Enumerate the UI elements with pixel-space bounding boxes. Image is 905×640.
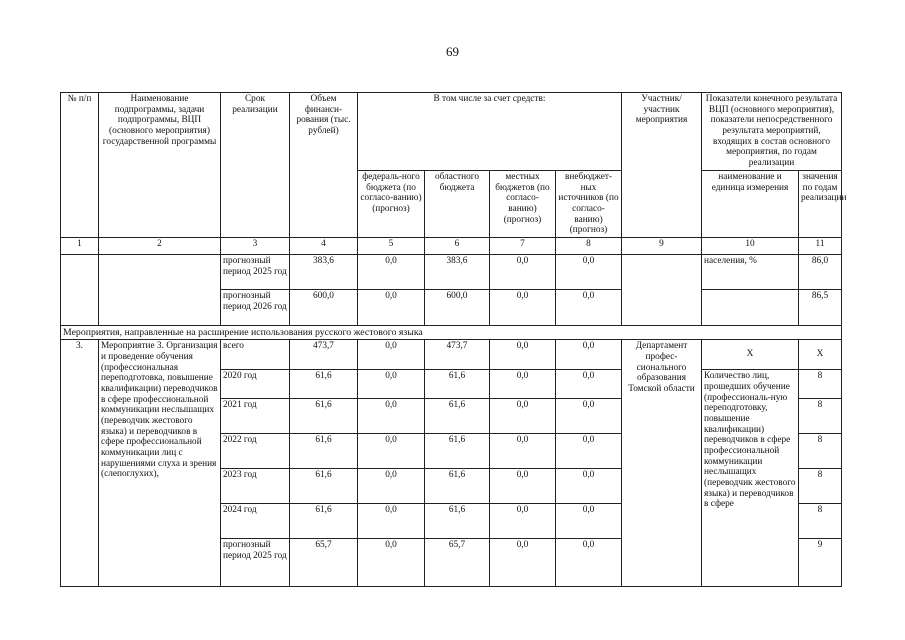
term-cell: прогнозный период 2026 год bbox=[221, 289, 290, 325]
extra-cell: 0,0 bbox=[556, 340, 622, 370]
no-cell bbox=[61, 254, 99, 325]
extra-cell: 0,0 bbox=[556, 399, 622, 434]
volume-cell: 61,6 bbox=[290, 370, 358, 399]
volume-cell: 61,6 bbox=[290, 504, 358, 539]
indicator-value-cell: 86,5 bbox=[799, 289, 842, 325]
header-volume: Объем финанси-рования (тыс. рублей) bbox=[290, 93, 358, 238]
regional-cell: 600,0 bbox=[425, 289, 490, 325]
regional-cell: 383,6 bbox=[425, 254, 490, 289]
regional-cell: 61,6 bbox=[425, 434, 490, 469]
col-number: 3 bbox=[221, 237, 290, 254]
measure-name: Мероприятие 3. Организация и проведение обучения (профессиональная переподготовка, повышение квалификации) переводчиков в сфере профессиональной коммуникации неслышащих (переводчик жестового языка) и переводчиков в сфере профессиональной коммуникации лиц с нарушениями слуха и зрения (слепоглухих), bbox=[99, 340, 221, 587]
term-cell: 2024 год bbox=[221, 504, 290, 539]
header-row-1 bbox=[61, 93, 842, 171]
header-local: местных бюджетов (по согласо-ванию) (прогноз) bbox=[490, 170, 556, 237]
indicator-value-cell: 86,0 bbox=[799, 254, 842, 289]
section-title: Мероприятия, направленные на расширение использования русского жестового языка bbox=[61, 325, 842, 339]
term-cell: 2021 год bbox=[221, 399, 290, 434]
term-cell: прогнозный период 2025 год bbox=[221, 254, 290, 289]
header-no: № п/п bbox=[61, 93, 99, 238]
indicator-value-cell: 8 bbox=[799, 504, 842, 539]
header-indicators: Показатели конечного результата ВЦП (основного мероприятия), показатели непосредственного результата мероприятий, входящих в состав основного мероприятия, по годам реализации bbox=[702, 93, 842, 171]
col-number: 2 bbox=[99, 237, 221, 254]
local-cell: 0,0 bbox=[490, 504, 556, 539]
volume-cell: 473,7 bbox=[290, 340, 358, 370]
extra-cell: 0,0 bbox=[556, 434, 622, 469]
indicator-value-cell: 8 bbox=[799, 370, 842, 399]
indicator-value-cell: Х bbox=[799, 340, 842, 370]
volume-cell: 383,6 bbox=[290, 254, 358, 289]
indicator-value-cell: 8 bbox=[799, 434, 842, 469]
term-cell: всего bbox=[221, 340, 290, 370]
local-cell: 0,0 bbox=[490, 370, 556, 399]
table-row bbox=[61, 340, 842, 370]
col-number: 8 bbox=[556, 237, 622, 254]
federal-cell: 0,0 bbox=[358, 340, 425, 370]
col-number: 11 bbox=[799, 237, 842, 254]
indicator-value-cell: 8 bbox=[799, 399, 842, 434]
volume-cell: 61,6 bbox=[290, 469, 358, 504]
local-cell: 0,0 bbox=[490, 434, 556, 469]
header-incl: В том числе за счет средств: bbox=[358, 93, 622, 171]
measure-participant: Департамент профес-сионального образования Томской области bbox=[622, 340, 702, 587]
col-number: 10 bbox=[702, 237, 799, 254]
local-cell: 0,0 bbox=[490, 469, 556, 504]
col-number: 6 bbox=[425, 237, 490, 254]
header-ind-name: наименование и единица измерения bbox=[702, 170, 799, 237]
local-cell: 0,0 bbox=[490, 289, 556, 325]
col-number: 5 bbox=[358, 237, 425, 254]
volume-cell: 61,6 bbox=[290, 434, 358, 469]
volume-cell: 61,6 bbox=[290, 399, 358, 434]
extra-cell: 0,0 bbox=[556, 370, 622, 399]
indicator-value-cell: 9 bbox=[799, 539, 842, 587]
term-cell: 2022 год bbox=[221, 434, 290, 469]
federal-cell: 0,0 bbox=[358, 504, 425, 539]
header-extra: внебюджет-ных источников (по согласо-ванию) (прогноз) bbox=[556, 170, 622, 237]
header-term: Срок реализации bbox=[221, 93, 290, 238]
indicator-value-cell: 8 bbox=[799, 469, 842, 504]
term-cell: прогнозный период 2025 год bbox=[221, 539, 290, 587]
indicator-x-mark: Х bbox=[702, 340, 799, 370]
federal-cell: 0,0 bbox=[358, 289, 425, 325]
page-number: 69 bbox=[446, 44, 459, 59]
federal-cell: 0,0 bbox=[358, 434, 425, 469]
indicator-name-cell: населения, % bbox=[702, 254, 799, 289]
regional-cell: 65,7 bbox=[425, 539, 490, 587]
local-cell: 0,0 bbox=[490, 539, 556, 587]
measure-no: 3. bbox=[61, 340, 99, 587]
header-name: Наименование подпрограммы, задачи подпрограммы, ВЦП (основного мероприятия) государственной программы bbox=[99, 93, 221, 238]
section-row bbox=[61, 325, 842, 339]
extra-cell: 0,0 bbox=[556, 504, 622, 539]
col-number: 9 bbox=[622, 237, 702, 254]
extra-cell: 0,0 bbox=[556, 289, 622, 325]
volume-cell: 600,0 bbox=[290, 289, 358, 325]
table-row bbox=[61, 254, 842, 289]
program-table bbox=[60, 92, 847, 587]
extra-cell: 0,0 bbox=[556, 254, 622, 289]
federal-cell: 0,0 bbox=[358, 539, 425, 587]
regional-cell: 61,6 bbox=[425, 504, 490, 539]
measure-indicator-name: Количество лиц, прошедших обучение (профессиональ-ную переподготовку, повышение квалификации) переводчиков в сфере профессиональной коммуникации неслышащих (переводчик жестового языка) и переводчиков в сфере bbox=[702, 370, 799, 587]
participant-cell bbox=[622, 254, 702, 325]
term-cell: 2023 год bbox=[221, 469, 290, 504]
extra-cell: 0,0 bbox=[556, 539, 622, 587]
federal-cell: 0,0 bbox=[358, 469, 425, 504]
name-cell bbox=[99, 254, 221, 325]
regional-cell: 61,6 bbox=[425, 399, 490, 434]
header-participant: Участник/ участник мероприятия bbox=[622, 93, 702, 238]
col-number: 7 bbox=[490, 237, 556, 254]
local-cell: 0,0 bbox=[490, 254, 556, 289]
local-cell: 0,0 bbox=[490, 399, 556, 434]
indicator-name-cell bbox=[702, 289, 799, 325]
federal-cell: 0,0 bbox=[358, 399, 425, 434]
regional-cell: 61,6 bbox=[425, 469, 490, 504]
local-cell: 0,0 bbox=[490, 340, 556, 370]
column-numbers-row bbox=[61, 237, 842, 254]
regional-cell: 473,7 bbox=[425, 340, 490, 370]
header-ind-values: значения по годам реализации bbox=[799, 170, 842, 237]
col-number: 1 bbox=[61, 237, 99, 254]
header-federal: федераль-ного бюджета (по согласо-ванию) (прогноз) bbox=[358, 170, 425, 237]
federal-cell: 0,0 bbox=[358, 254, 425, 289]
header-regional: областного бюджета bbox=[425, 170, 490, 237]
term-cell: 2020 год bbox=[221, 370, 290, 399]
extra-cell: 0,0 bbox=[556, 469, 622, 504]
regional-cell: 61,6 bbox=[425, 370, 490, 399]
federal-cell: 0,0 bbox=[358, 370, 425, 399]
volume-cell: 65,7 bbox=[290, 539, 358, 587]
col-number: 4 bbox=[290, 237, 358, 254]
